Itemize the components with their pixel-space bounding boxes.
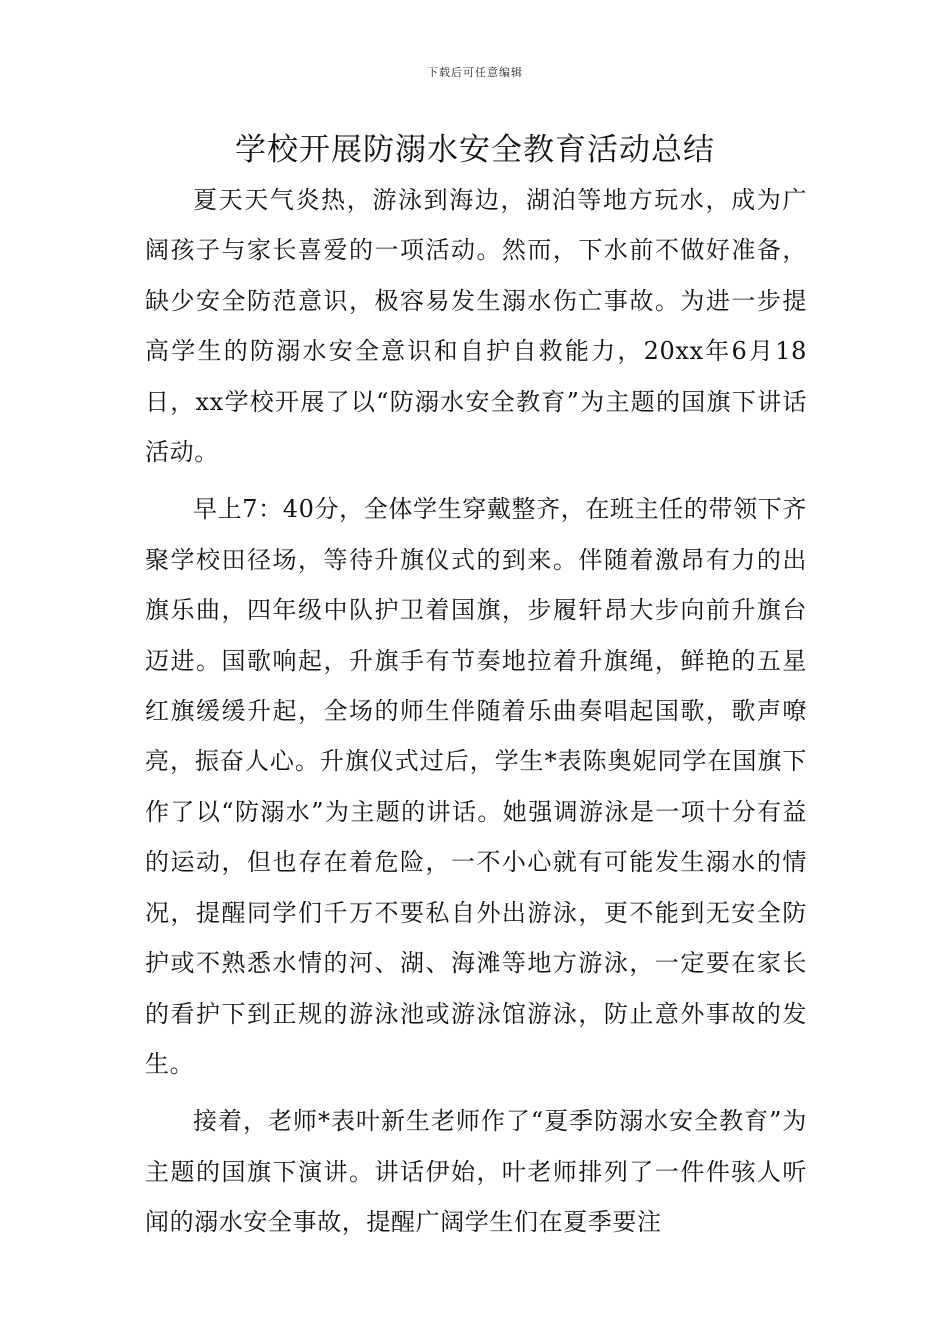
paragraph-intro: 夏天天气炎热，游泳到海边，湖泊等地方玩水，成为广阔孩子与家长喜爱的一项活动。然而，下水前不做好准备，缺少安全防范意识，极容易发生溺水伤亡事故。为进一步提高学生的防溺水安全意识和自护自救能力，20xx年6月18日，xx学校开展了以“防溺水安全教育”为主题的国旗下讲话活动。 [145, 186, 807, 467]
document-title: 学校开展防溺水安全教育活动总结 [235, 132, 715, 168]
paragraph-teacher-speech: 接着，老师*表叶新生老师作了“夏季防溺水安全教育”为主题的国旗下演讲。讲话伊始，叶老师排列了一件件骇人听闻的溺水安全事故，提醒广阔学生们在夏季要注 [145, 1107, 807, 1237]
document-body [145, 175, 807, 1248]
header-note: 下载后可任意编辑 [427, 66, 523, 79]
paragraph-flag-ceremony: 早上7：40分，全体学生穿戴整齐，在班主任的带领下齐聚学校田径场，等待升旗仪式的到来。伴随着激昂有力的出旗乐曲，四年级中队护卫着国旗，步履轩昂大步向前升旗台迈进。国歌响起，升旗手有节奏地拉着升旗绳，鲜艳的五星红旗缓缓升起，全场的师生伴随着乐曲奏唱起国歌，歌声嘹亮，振奋人心。升旗仪式过后，学生*表陈奥妮同学在国旗下作了以“防溺水”为主题的讲话。她强调游泳是一项十分有益的运动，但也存在着危险，一不小心就有可能发生溺水的情况，提醒同学们千万不要私自外出游泳，更不能到无安全防护或不熟悉水情的河、湖、海滩等地方游泳，一定要在家长的看护下到正规的游泳池或游泳馆游泳，防止意外事故的发生。 [145, 495, 807, 1078]
